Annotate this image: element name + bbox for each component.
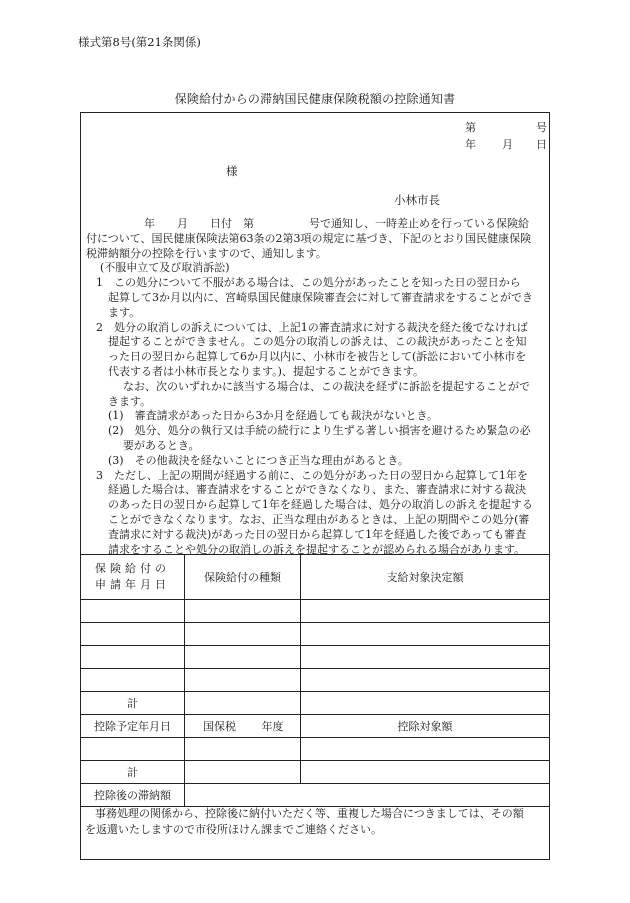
document-title: 保険給付からの滞納国民健康保険税額の控除通知書	[174, 92, 456, 106]
header-application-date-line2: 申請年月日	[95, 578, 170, 591]
date-year: 年	[465, 138, 476, 151]
table-cell[interactable]	[185, 623, 301, 646]
number-prefix: 第	[465, 121, 476, 134]
paragraph-line: 3 ただし、上記の期間が経過する前に、この処分があった日の翌日から起算して1年を	[96, 468, 528, 482]
table-row	[81, 623, 550, 646]
table-cell[interactable]	[185, 692, 301, 715]
table-row	[81, 669, 550, 692]
table-header-row	[81, 555, 550, 600]
paragraph-line: った日の翌日から起算して6か月以内に、小林市を被告として(訴訟において小林市を	[108, 350, 527, 364]
fiscal-year-label: 年度	[261, 720, 284, 733]
paragraph-line: 1 この処分について不服がある場合は、この処分があったことを知った日の翌日から	[96, 276, 521, 290]
note-line: を返還いたしますので市役所ほけん課までご連絡ください。	[85, 823, 382, 836]
table-cell[interactable]	[301, 761, 550, 784]
table-cell[interactable]	[81, 600, 185, 623]
table-cell[interactable]	[301, 600, 550, 623]
paragraph-line: ことができなくなります。なお、正当な理由があるときは、上記の期間やこの処分(審	[108, 512, 530, 526]
remaining-amount-cell[interactable]	[185, 784, 550, 807]
table-cell[interactable]	[185, 738, 301, 761]
table-cell[interactable]	[81, 646, 185, 669]
appeal-heading: (不服申立て及び取消訴訟)	[100, 261, 230, 275]
paragraph-line: きます。	[108, 394, 152, 408]
table-cell[interactable]	[185, 646, 301, 669]
number-suffix: 号	[536, 121, 547, 134]
total-row	[81, 692, 550, 715]
table-cell[interactable]	[301, 623, 550, 646]
paragraph-line: なお、次のいずれかに該当する場合は、この裁決を経ずに訴訟を提起することがで	[123, 379, 530, 393]
deduction-header-row	[81, 715, 550, 738]
tax-label: 国保税	[203, 720, 236, 733]
addressee: 様	[226, 164, 238, 178]
table-cell[interactable]	[301, 738, 550, 761]
remaining-row	[81, 784, 550, 807]
table-cell[interactable]	[185, 600, 301, 623]
table-cell[interactable]	[81, 623, 185, 646]
paragraph-line: 査請求に対する裁決)があった日の翌日から起算して1年を経過した後であっても審査	[108, 527, 527, 541]
clause-line: (3) その他裁決を経ないことにつき正当な理由があるとき。	[108, 453, 409, 467]
tax-year-cell	[185, 715, 301, 738]
paragraph-line: 経過した場合は、審査請求をすることができなくなり、また、審査請求に対する裁決	[108, 483, 526, 497]
intro-line: 税滞納額分の控除を行いますので、通知します。	[86, 246, 327, 260]
notice-body	[86, 217, 546, 557]
table-row	[81, 646, 550, 669]
date-month: 月	[502, 138, 513, 151]
paragraph-line: 代表する者は小林市長となります。)、提起することができます。	[108, 364, 425, 378]
intro-line: 付について、国民健康保険法第63条の2第3項の規定に基づき、下記のとおり国民健康保険	[86, 231, 532, 245]
note-line: 事務処理の関係から、控除後に納付いただく等、重複した場合につきましては、その額	[95, 807, 524, 820]
table-cell[interactable]	[301, 669, 550, 692]
total-label: 計	[81, 761, 185, 784]
table-row	[81, 600, 550, 623]
total-row	[81, 761, 550, 784]
paragraph-line: のあった日の翌日から起算して1年を経過した場合は、処分の取消しの訴えを提起する	[108, 498, 533, 512]
paragraph-line: 請求をすることや処分の取消しの訴えを提起することが認められる場合があります。	[108, 542, 526, 556]
benefit-table	[80, 554, 550, 807]
deduction-date-label: 控除予定年月日	[81, 715, 185, 738]
table-cell[interactable]	[185, 761, 301, 784]
table-row	[81, 738, 550, 761]
remaining-label: 控除後の滞納額	[81, 784, 185, 807]
deduction-amount-label: 控除対象額	[301, 715, 550, 738]
date-day: 日	[536, 138, 547, 151]
total-label: 計	[81, 692, 185, 715]
header-application-date	[81, 555, 185, 600]
clause-line: 要があるとき。	[123, 438, 200, 452]
intro-line: 年 月 日付 第 号で通知し、一時差止めを行っている保険給	[144, 217, 529, 230]
table-cell[interactable]	[301, 646, 550, 669]
paragraph-line: 提起することができません。この処分の取消しの訴えは、この裁決があったことを知	[108, 335, 527, 349]
paragraph-line: 起算して3か月以内に、宮崎県国民健康保険審査会に対して審査請求をすることができ	[108, 290, 533, 304]
form-number: 様式第8号(第21条関係)	[78, 35, 201, 49]
paragraph-line: ます。	[108, 305, 141, 319]
table-cell[interactable]	[81, 738, 185, 761]
contact-note	[85, 806, 547, 838]
clause-line: (2) 処分、処分の執行又は手続の続行により生ずる著しい損害を避けるため緊急の必	[108, 424, 531, 438]
header-benefit-type: 保険給付の種類	[185, 555, 301, 600]
header-application-date-line1: 保険給付の	[95, 562, 170, 575]
table-cell[interactable]	[81, 669, 185, 692]
notice-frame	[80, 112, 550, 860]
table-cell[interactable]	[301, 692, 550, 715]
header-decided-amount: 支給対象決定額	[301, 555, 550, 600]
paragraph-line: 2 処分の取消しの訴えについては、上記1の審査請求に対する裁決を経た後でなければ	[96, 320, 528, 334]
clause-line: (1) 審査請求があった日から3か月を経過しても裁決がないとき。	[108, 409, 439, 423]
table-cell[interactable]	[185, 669, 301, 692]
sender: 小林市長	[394, 193, 440, 207]
